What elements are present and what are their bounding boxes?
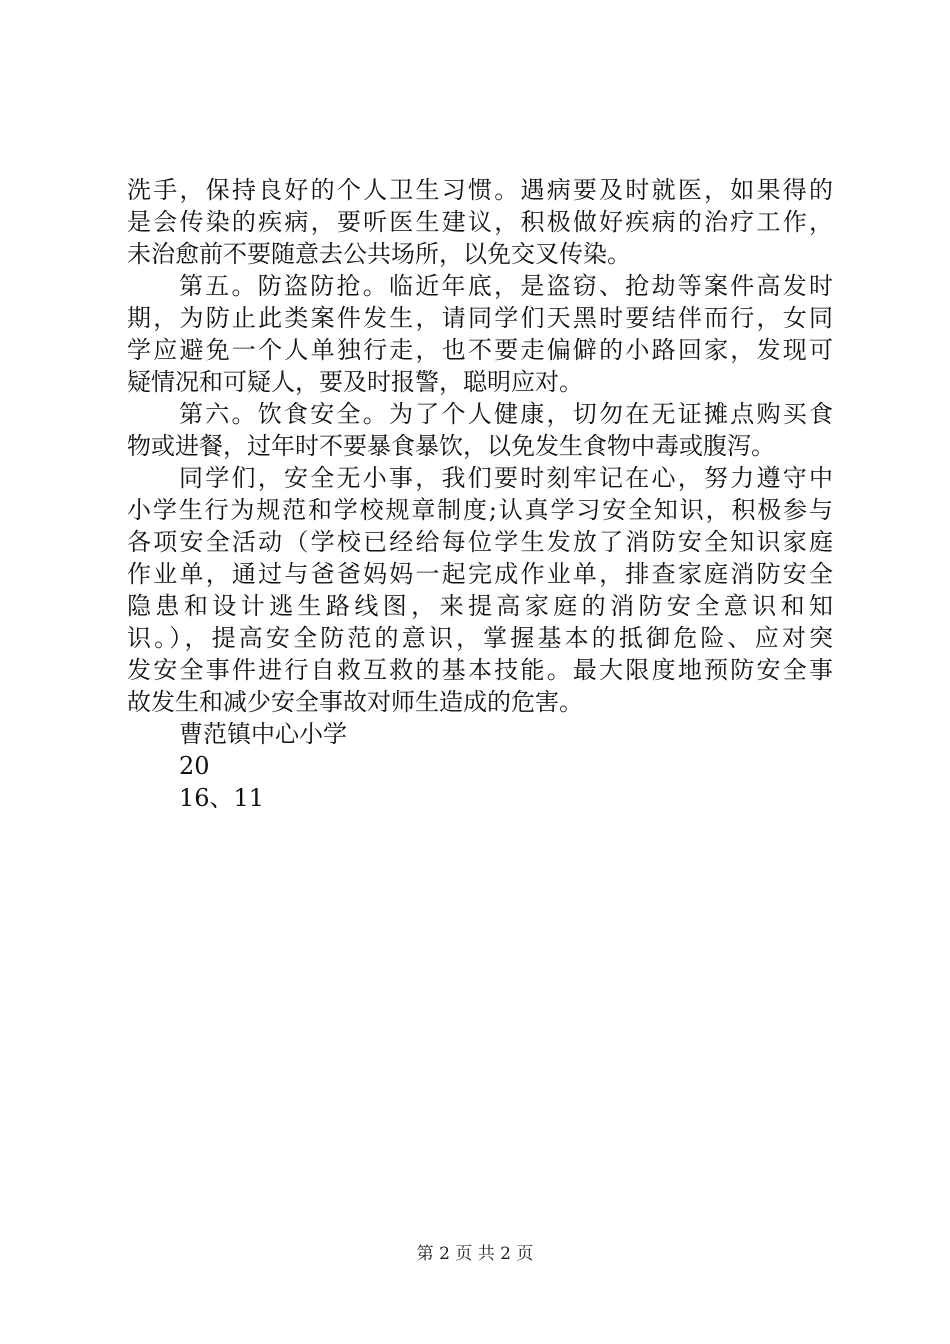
- body-line: 同学们，安全无小事，我们要时刻牢记在心，努力遵守中: [179, 464, 833, 492]
- body-line: 未治愈前不要随意去公共场所，以免交叉传染。: [127, 240, 631, 268]
- signature-date-part-2: 16、11: [179, 784, 265, 812]
- body-line: 发安全事件进行自救互救的基本技能。最大限度地预防安全事: [127, 656, 833, 684]
- body-line: 各项安全活动（学校已经给每位学生发放了消防安全知识家庭: [127, 528, 833, 556]
- body-line: 疑情况和可疑人，要及时报警，聪明应对。: [127, 368, 583, 396]
- body-line: 故发生和减少安全事故对师生造成的危害。: [127, 688, 583, 716]
- body-line: 期，为防止此类案件发生，请同学们天黑时要结伴而行，女同: [127, 304, 833, 332]
- document-body: [127, 174, 833, 814]
- body-line: 第六。饮食安全。为了个人健康，切勿在无证摊点购买食: [179, 400, 833, 428]
- body-line: 小学生行为规范和学校规章制度;认真学习安全知识，积极参与: [127, 496, 833, 524]
- signature-school: 曹范镇中心小学: [179, 720, 347, 748]
- body-line: 第五。防盗防抢。临近年底，是盗窃、抢劫等案件高发时: [179, 272, 833, 300]
- body-line: 作业单，通过与爸爸妈妈一起完成作业单，排查家庭消防安全: [127, 560, 833, 588]
- body-line: 学应避免一个人单独行走，也不要走偏僻的小路回家，发现可: [127, 336, 833, 364]
- page-footer: 第 2 页 共 2 页: [416, 1244, 534, 1264]
- body-line: 识。），提高安全防范的意识，掌握基本的抵御危险、应对突: [127, 624, 833, 652]
- body-line: 是会传染的疾病，要听医生建议，积极做好疾病的治疗工作，: [127, 208, 833, 236]
- signature-date-part-1: 20: [179, 752, 210, 780]
- body-line: 物或进餐，过年时不要暴食暴饮，以免发生食物中毒或腹泻。: [127, 432, 775, 460]
- body-line: 洗手，保持良好的个人卫生习惯。遇病要及时就医，如果得的: [127, 176, 833, 204]
- body-line: 隐患和设计逃生路线图，来提高家庭的消防安全意识和知: [127, 592, 833, 620]
